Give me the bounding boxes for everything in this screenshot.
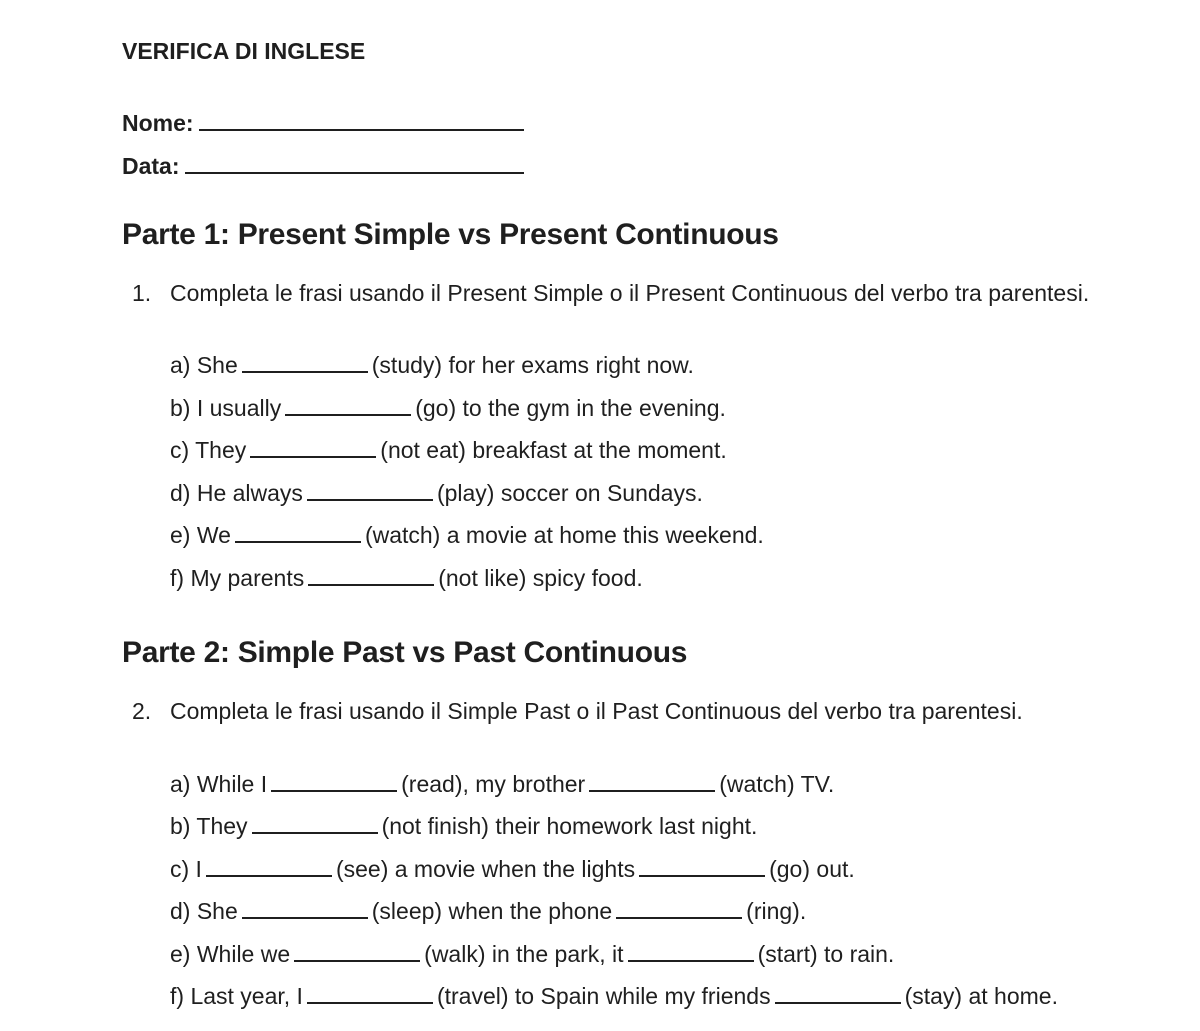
- answer-blank[interactable]: [639, 874, 765, 877]
- answer-blank[interactable]: [307, 1001, 433, 1004]
- part1-item-c: [170, 437, 727, 464]
- part1-item-a: [170, 352, 694, 379]
- item-text: (watch) a movie at home this weekend.: [364, 522, 764, 548]
- answer-blank[interactable]: [235, 540, 361, 543]
- item-text: c) They: [170, 437, 247, 463]
- part1-item-d: [170, 480, 703, 507]
- answer-blank[interactable]: [589, 789, 715, 792]
- part2-item-c: [170, 856, 855, 883]
- answer-blank[interactable]: [206, 874, 332, 877]
- answer-blank[interactable]: [250, 455, 376, 458]
- answer-blank[interactable]: [242, 370, 368, 373]
- item-text: (go) out.: [769, 856, 855, 882]
- item-text: (stay) at home.: [904, 983, 1058, 1009]
- answer-blank[interactable]: [285, 413, 411, 416]
- part1-heading: Parte 1: Present Simple vs Present Continuous: [122, 218, 779, 251]
- part1-item-b: [170, 395, 726, 422]
- item-text: a) While I: [170, 771, 268, 797]
- item-text: (travel) to Spain while my friends: [436, 983, 771, 1009]
- item-text: a) She: [170, 352, 238, 378]
- item-text: (not eat) breakfast at the moment.: [380, 437, 727, 463]
- part2-item-b: [170, 813, 757, 840]
- item-text: f) My parents: [170, 565, 305, 591]
- answer-blank[interactable]: [252, 831, 378, 834]
- item-text: b) I usually: [170, 395, 282, 421]
- document-title: VERIFICA DI INGLESE: [122, 38, 366, 64]
- item-text: b) They: [170, 813, 248, 839]
- item-text: (start) to rain.: [757, 941, 895, 967]
- item-text: (play) soccer on Sundays.: [436, 480, 703, 506]
- name-label: Nome:: [122, 110, 194, 136]
- part2-number: 2.: [132, 698, 152, 724]
- item-text: d) She: [170, 898, 238, 924]
- item-text: (see) a movie when the lights: [335, 856, 636, 882]
- item-text: (not like) spicy food.: [438, 565, 643, 591]
- item-text: (walk) in the park, it: [424, 941, 624, 967]
- item-text: c) I: [170, 856, 202, 882]
- item-text: (sleep) when the phone: [371, 898, 613, 924]
- item-text: d) He always: [170, 480, 303, 506]
- name-field: [122, 110, 524, 137]
- answer-blank[interactable]: [294, 959, 420, 962]
- item-text: (ring).: [746, 898, 807, 924]
- part2-instruction-text: Completa le frasi usando il Simple Past o il Past Continuous del verbo tra parentesi.: [170, 698, 1023, 724]
- part1-instruction-text: Completa le frasi usando il Present Simple o il Present Continuous del verbo tra parentesi.: [170, 280, 1090, 306]
- part1-instruction: [132, 280, 1089, 307]
- part1-item-f: [170, 565, 643, 592]
- item-text: e) While we: [170, 941, 291, 967]
- item-text: (not finish) their homework last night.: [381, 813, 758, 839]
- part2-item-f: [170, 983, 1058, 1010]
- part2-item-e: [170, 941, 894, 968]
- part2-instruction: [132, 698, 1023, 725]
- part2-item-a: [170, 771, 834, 798]
- answer-blank[interactable]: [616, 916, 742, 919]
- item-text: (go) to the gym in the evening.: [415, 395, 726, 421]
- part1-item-e: [170, 522, 764, 549]
- answer-blank[interactable]: [307, 498, 433, 501]
- answer-blank[interactable]: [308, 583, 434, 586]
- date-blank[interactable]: [185, 171, 524, 174]
- answer-blank[interactable]: [775, 1001, 901, 1004]
- part2-heading: Parte 2: Simple Past vs Past Continuous: [122, 636, 688, 669]
- date-label: Data:: [122, 153, 180, 179]
- part1-number: 1.: [132, 280, 152, 306]
- item-text: e) We: [170, 522, 231, 548]
- answer-blank[interactable]: [242, 916, 368, 919]
- answer-blank[interactable]: [271, 789, 397, 792]
- answer-blank[interactable]: [628, 959, 754, 962]
- item-text: (watch) TV.: [719, 771, 835, 797]
- name-blank[interactable]: [199, 128, 524, 131]
- part2-item-d: [170, 898, 806, 925]
- item-text: f) Last year, I: [170, 983, 303, 1009]
- date-field: [122, 153, 524, 180]
- item-text: (study) for her exams right now.: [371, 352, 694, 378]
- item-text: (read), my brother: [401, 771, 586, 797]
